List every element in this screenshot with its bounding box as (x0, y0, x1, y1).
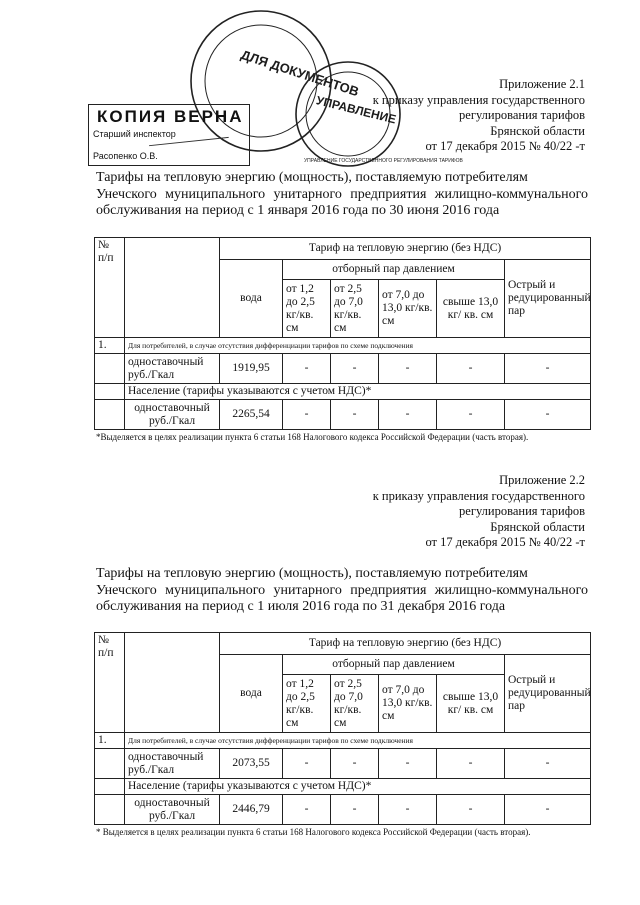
copy-stamp-title: КОПИЯ ВЕРНА (97, 107, 244, 126)
dash-cell: - (331, 749, 379, 779)
dash-cell: - (437, 400, 505, 430)
tariff-table-1 (94, 237, 591, 430)
dash-cell: - (283, 795, 331, 825)
appendix-1-line2: к приказу управления государственного (372, 92, 585, 107)
title-1-rest: Унечского муниципального унитарного предприятия жилищно-коммунального обслуживания на период с 1 января 2016 года по 30 июня 2016 года (96, 186, 588, 218)
consumers-note: Для потребителей, в случае отсутствия дифференциации тарифов по схеме подключения (125, 733, 591, 749)
header-steam: отборный пар давлением (283, 655, 505, 675)
header-sharp-steam: Острый и редуцированный пар (505, 260, 591, 338)
title-1 (96, 170, 588, 220)
rate-label: одноставочный руб./Гкал (125, 795, 220, 825)
header-pressure-2: от 2,5 до 7,0 кг/кв. см (331, 675, 379, 733)
header-water: вода (220, 260, 283, 338)
copy-stamp-name: Расопенко О.В. (93, 151, 158, 161)
empty-cell (95, 795, 125, 825)
title-2-line1: Тарифы на тепловую энергию (мощность), поставляемую потребителям (96, 566, 528, 581)
dash-cell: - (437, 795, 505, 825)
dash-cell: - (505, 749, 591, 779)
dash-cell: - (379, 795, 437, 825)
appendix-header-2 (373, 473, 585, 551)
appendix-2-line2: к приказу управления государственного (372, 488, 585, 503)
empty-cell (95, 354, 125, 384)
footnote-2: * Выделяется в целях реализации пункта 6 статьи 168 Налогового кодекса Российской Федерации (часть вторая). (96, 827, 531, 837)
rate-label: одноставочный руб./Гкал (125, 749, 220, 779)
header-num: № п/п (95, 238, 125, 338)
dash-cell: - (379, 354, 437, 384)
dash-cell: - (283, 749, 331, 779)
tariff-table-2 (94, 632, 591, 825)
header-sharp-steam: Острый и редуцированный пар (505, 655, 591, 733)
appendix-2-line3: регулирования тарифов (459, 504, 585, 518)
consumers-note: Для потребителей, в случае отсутствия дифференциации тарифов по схеме подключения (125, 338, 591, 354)
population-rate-value: 2265,54 (220, 400, 283, 430)
appendix-1-line3: регулирования тарифов (459, 108, 585, 122)
header-blank (125, 238, 220, 338)
dash-cell: - (379, 749, 437, 779)
dash-cell: - (437, 354, 505, 384)
stamp-ring-text: УПРАВЛЕНИЕ ГОСУДАРСТВЕННОГО РЕГУЛИРОВАНИЯ ТАРИФОВ (304, 158, 463, 164)
water-rate-value: 2073,55 (220, 749, 283, 779)
dash-cell: - (505, 795, 591, 825)
header-pressure-3: от 7,0 до 13,0 кг/кв. см (379, 675, 437, 733)
header-pressure-3: от 7,0 до 13,0 кг/кв. см (379, 280, 437, 338)
appendix-2-date: от 17 декабря 2015 № 40/22 -т (425, 535, 585, 549)
dash-cell: - (505, 400, 591, 430)
header-water: вода (220, 655, 283, 733)
header-steam: отборный пар давлением (283, 260, 505, 280)
header-blank (125, 633, 220, 733)
population-row: Население (тарифы указываются с учетом НДС)* (125, 779, 591, 795)
copy-verified-stamp (88, 104, 250, 166)
header-pressure-4: свыше 13,0 кг/ кв. см (437, 675, 505, 733)
empty-cell (95, 384, 125, 400)
rate-label: одноставочный руб./Гкал (125, 354, 220, 384)
header-num: № п/п (95, 633, 125, 733)
rate-label: одноставочный руб./Гкал (125, 400, 220, 430)
footnote-1: *Выделяется в целях реализации пункта 6 статьи 168 Налогового кодекса Российской Федерации (часть вторая). (96, 432, 529, 442)
population-row: Население (тарифы указываются с учетом НДС)* (125, 384, 591, 400)
header-pressure-1: от 1,2 до 2,5 кг/кв. см (283, 675, 331, 733)
appendix-1-title: Приложение 2.1 (499, 77, 585, 91)
header-pressure-2: от 2,5 до 7,0 кг/кв. см (331, 280, 379, 338)
round-stamp-text-2: УПРАВЛЕНИЕ (314, 93, 398, 127)
appendix-1-line4: Брянской области (490, 123, 585, 138)
appendix-2-title: Приложение 2.2 (499, 473, 585, 487)
row-num: 1. (95, 338, 125, 354)
header-pressure-1: от 1,2 до 2,5 кг/кв. см (283, 280, 331, 338)
empty-cell (95, 400, 125, 430)
row-num: 1. (95, 733, 125, 749)
empty-cell (95, 779, 125, 795)
copy-stamp-position: Старший инспектор (93, 129, 176, 139)
dash-cell: - (331, 400, 379, 430)
dash-cell: - (505, 354, 591, 384)
population-rate-value: 2446,79 (220, 795, 283, 825)
appendix-1-date: от 17 декабря 2015 № 40/22 -т (425, 139, 585, 153)
dash-cell: - (437, 749, 505, 779)
round-stamp-text: ДЛЯ ДОКУМЕНТОВ (239, 46, 361, 100)
title-1-line1: Тарифы на тепловую энергию (мощность), поставляемую потребителям (96, 170, 528, 185)
appendix-header-1 (373, 77, 585, 155)
empty-cell (95, 749, 125, 779)
title-2 (96, 566, 588, 616)
header-tariff: Тариф на тепловую энергию (без НДС) (220, 633, 591, 655)
header-tariff: Тариф на тепловую энергию (без НДС) (220, 238, 591, 260)
dash-cell: - (379, 400, 437, 430)
title-2-rest: Унечского муниципального унитарного предприятия жилищно-коммунального обслуживания на период с 1 июля 2016 года по 31 декабря 2016 года (96, 582, 588, 614)
appendix-2-line4: Брянской области (490, 519, 585, 534)
water-rate-value: 1919,95 (220, 354, 283, 384)
dash-cell: - (331, 354, 379, 384)
dash-cell: - (331, 795, 379, 825)
header-pressure-4: свыше 13,0 кг/ кв. см (437, 280, 505, 338)
dash-cell: - (283, 354, 331, 384)
dash-cell: - (283, 400, 331, 430)
